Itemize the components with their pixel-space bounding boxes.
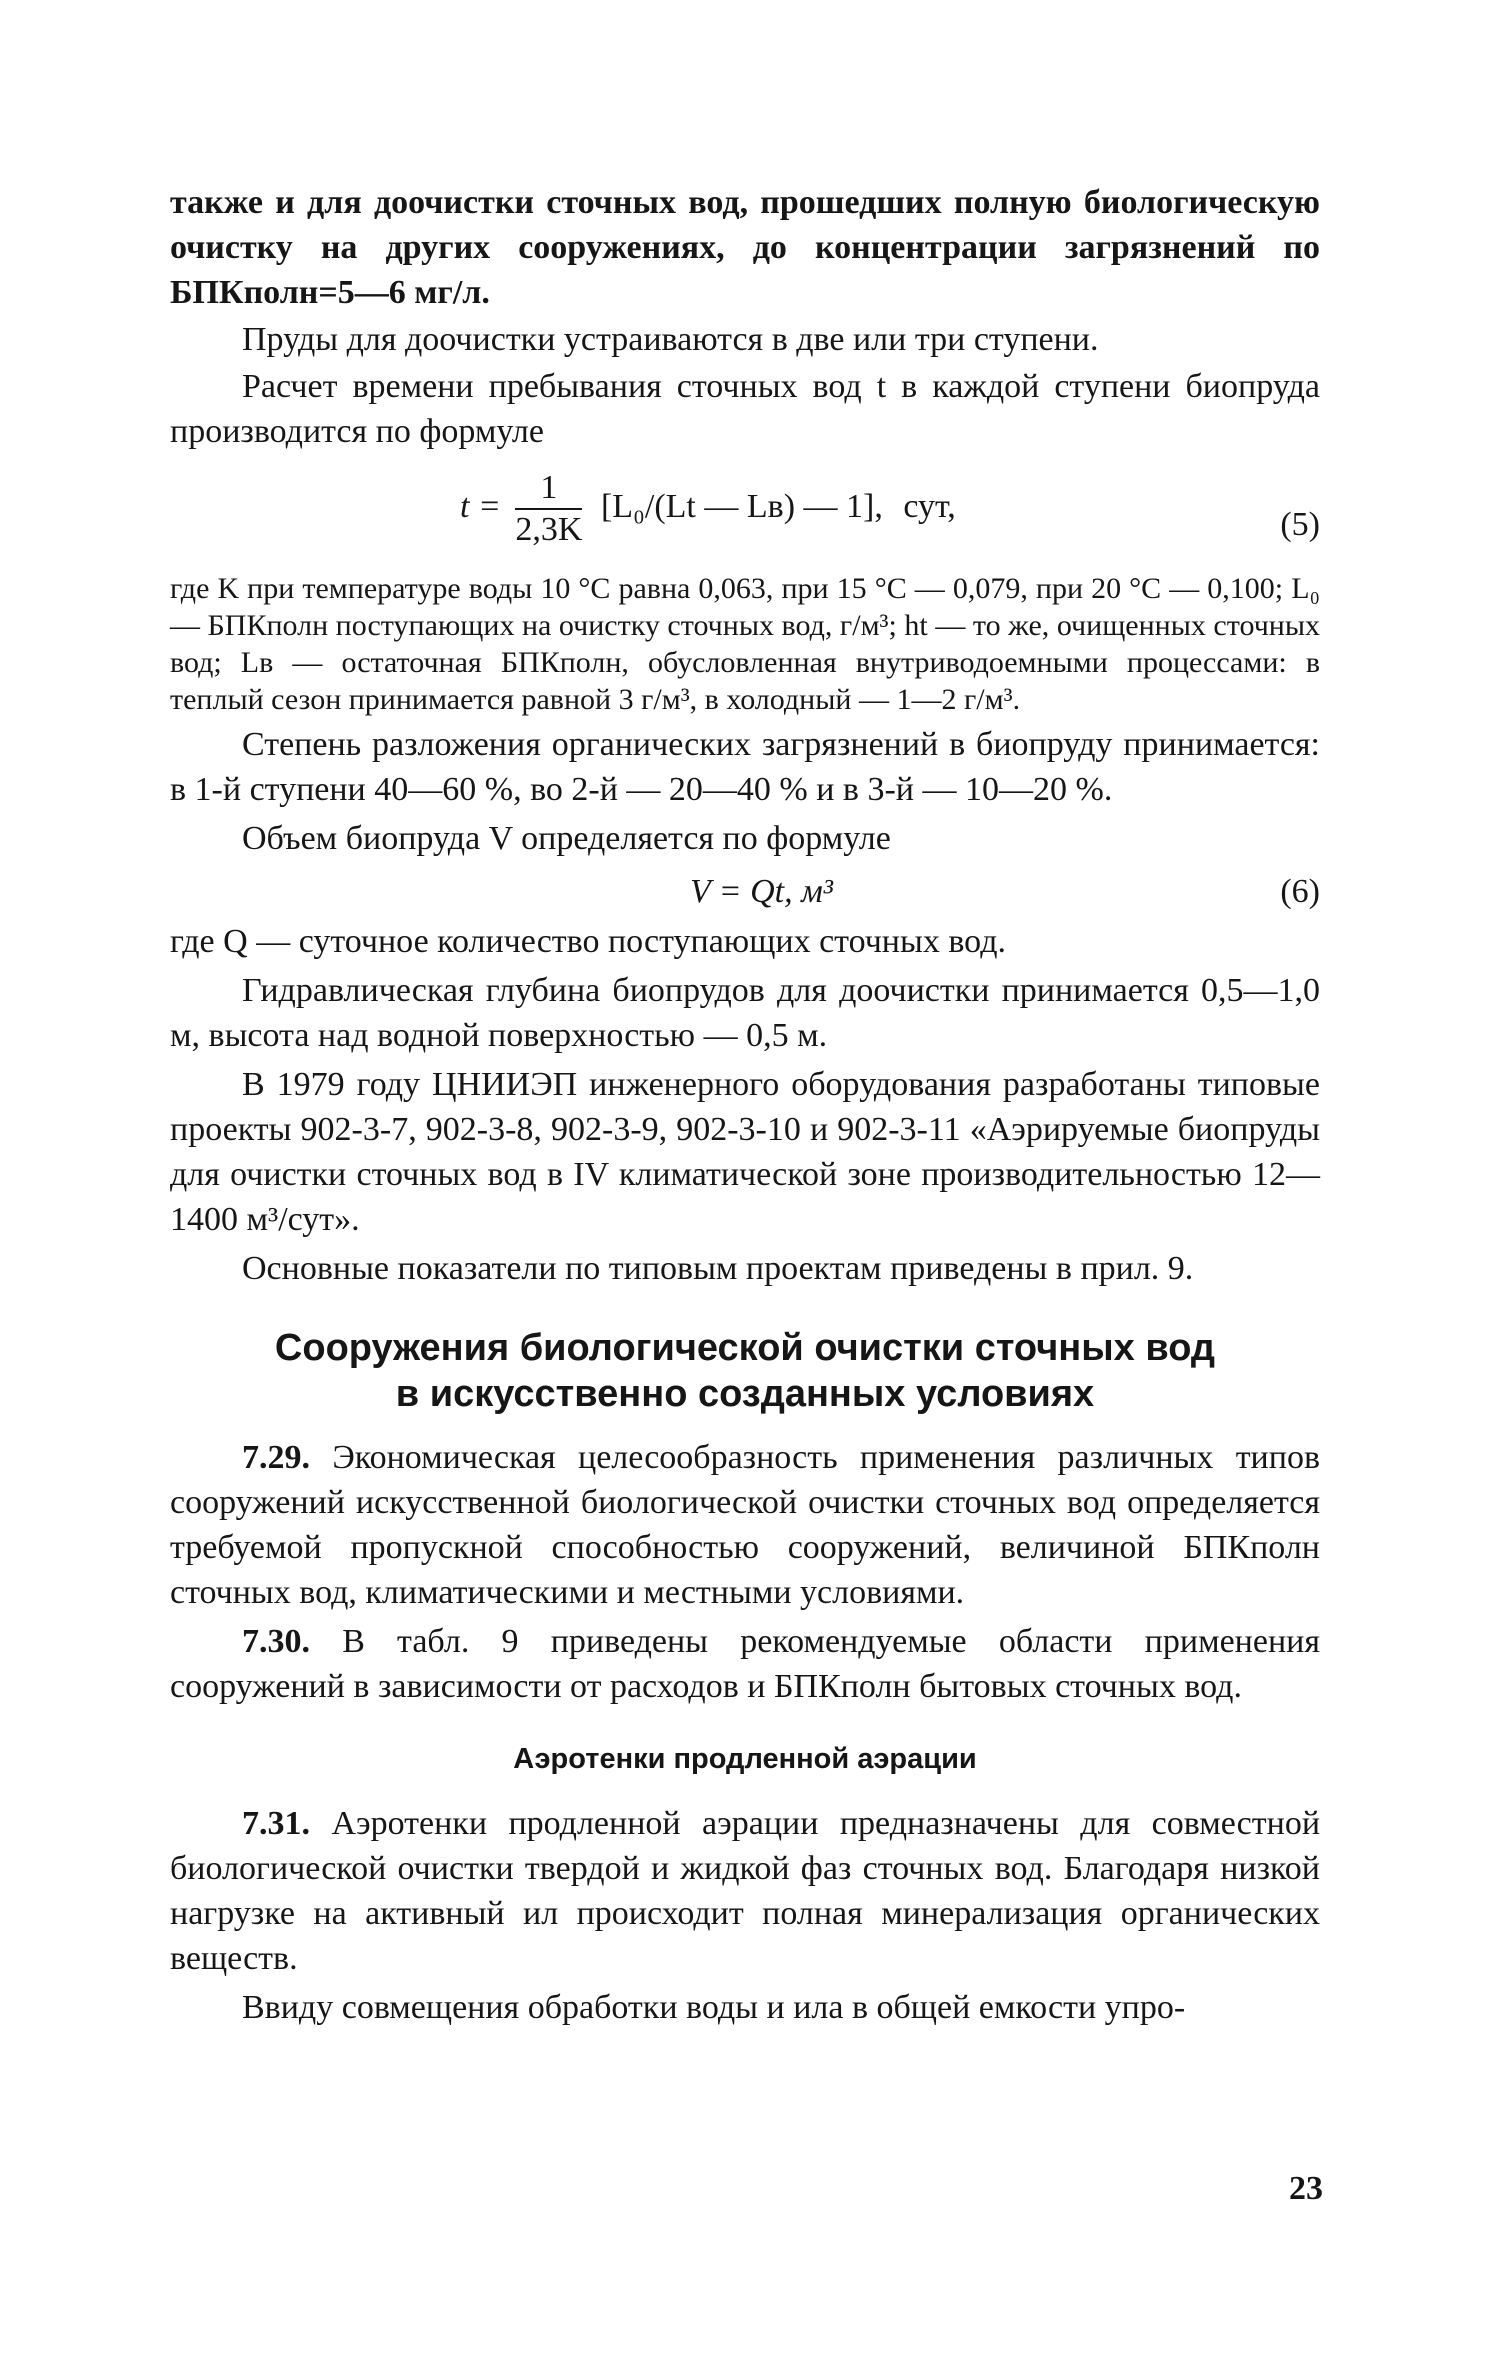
paragraph-ponds-stages: Пруды для доочистки устраиваются в две или три ступени. [242, 321, 1099, 358]
formula-5-fraction [515, 468, 582, 550]
formula-6-number: (6) [1280, 873, 1320, 910]
formula-5-bracket: [L₀/(Lt — Lв) — 1], [600, 487, 883, 525]
paragraph-continuation: также и для доочистки сточных вод, прошедших полную биологическую очистку на других сооружениях, до концентрации загрязнений по БПКполн=5—6 мг/л. [170, 184, 1320, 311]
paragraph-typical-projects: В 1979 году ЦНИИЭП инженерного оборудования разработаны типовые проекты 902-3-7, 902-3-8, 902-3-9, 902-3-10 и 902-3-11 «Аэрируемые биопруды для очистки сточных вод в IV климатической зоне производительностью 12—1400 м³/сут». [170, 1066, 1320, 1238]
clause-7-29-text: Экономическая целесообразность применения различных типов сооружений искусственной биологической очистки сточных вод определяется требуемой пропускной способностью сооружений, величиной БПКполн сточных вод, климатическими и местными условиями. [170, 1439, 1320, 1611]
formula-5-number: (5) [1280, 506, 1320, 543]
paragraph-residence-time: Расчет времени пребывания сточных вод t в каждой ступени биопруда производится по формуле [170, 368, 1320, 450]
subsection-heading: Аэротенки продленной аэрации [513, 1743, 977, 1775]
paragraph-volume: Объем биопруда V определяется по формуле [242, 820, 891, 857]
clause-7-31 [170, 1801, 1320, 1981]
main-text-column [170, 180, 1320, 2030]
clause-7-31-number: 7.31. [242, 1805, 310, 1842]
formula-6 [170, 869, 1320, 919]
where-block-2: где Q — суточное количество поступающих сточных вод. [170, 923, 1006, 960]
section-heading-line-2: в искусственно созданных условиях [395, 1373, 1095, 1415]
paragraph-continues: Ввиду совмещения обработки воды и ила в общей емкости упро- [242, 1989, 1186, 2026]
page-number: 23 [1289, 2170, 1323, 2207]
clause-7-29-number: 7.29. [242, 1439, 310, 1476]
clause-7-30-text: В табл. 9 приведены рекомендуемые области применения сооружений в зависимости от расходов и БПКполн бытовых сточных вод. [170, 1623, 1320, 1705]
paragraph-appendix-ref: Основные показатели по типовым проектам приведены в прил. 9. [242, 1250, 1194, 1287]
formula-5-denominator: 2,3K [515, 511, 583, 548]
paragraph-decomposition: Степень разложения органических загрязнений в биопруду принимается: в 1-й ступени 40—60 %, во 2-й — 20—40 % и в 3-й — 10—20 %. [170, 726, 1320, 808]
section-heading-line-1: Сооружения биологической очистки сточных вод [274, 1327, 1216, 1369]
formula-5 [170, 468, 1320, 564]
formula-5-lhs: t = [460, 487, 501, 525]
formula-5-numerator: 1 [515, 468, 582, 510]
where-block-1: где K при температуре воды 10 °C равна 0,063, при 15 °C — 0,079, при 20 °C — 0,100; L₀ — БПКполн поступающих на очистку сточных вод, г/м³; ht — то же, очищенных сточных вод; Lв — остаточная БПКполн, обусловленная внутриводоемными процессами: в теплый сезон принимается равной 3 г/м³, в холодный — 1—2 г/м³. [170, 572, 1320, 716]
clause-7-30-number: 7.30. [242, 1623, 310, 1660]
clause-7-31-text: Аэротенки продленной аэрации предназначены для совместной биологической очистки твердой и жидкой фаз сточных вод. Благодаря низкой нагрузке на активный ил происходит полная минерализация органических веществ. [170, 1805, 1321, 1977]
formula-5-expression [460, 468, 956, 550]
section-heading [170, 1325, 1320, 1417]
paragraph-depth: Гидравлическая глубина биопрудов для доочистки принимается 0,5—1,0 м, высота над водной поверхностью — 0,5 м. [170, 972, 1320, 1054]
formula-6-expression: V = Qt, м³ [690, 873, 833, 910]
clause-7-30 [170, 1619, 1320, 1709]
formula-5-unit: сут, [903, 487, 956, 525]
formula-5-explanation [170, 570, 1320, 718]
clause-7-29 [170, 1435, 1320, 1615]
